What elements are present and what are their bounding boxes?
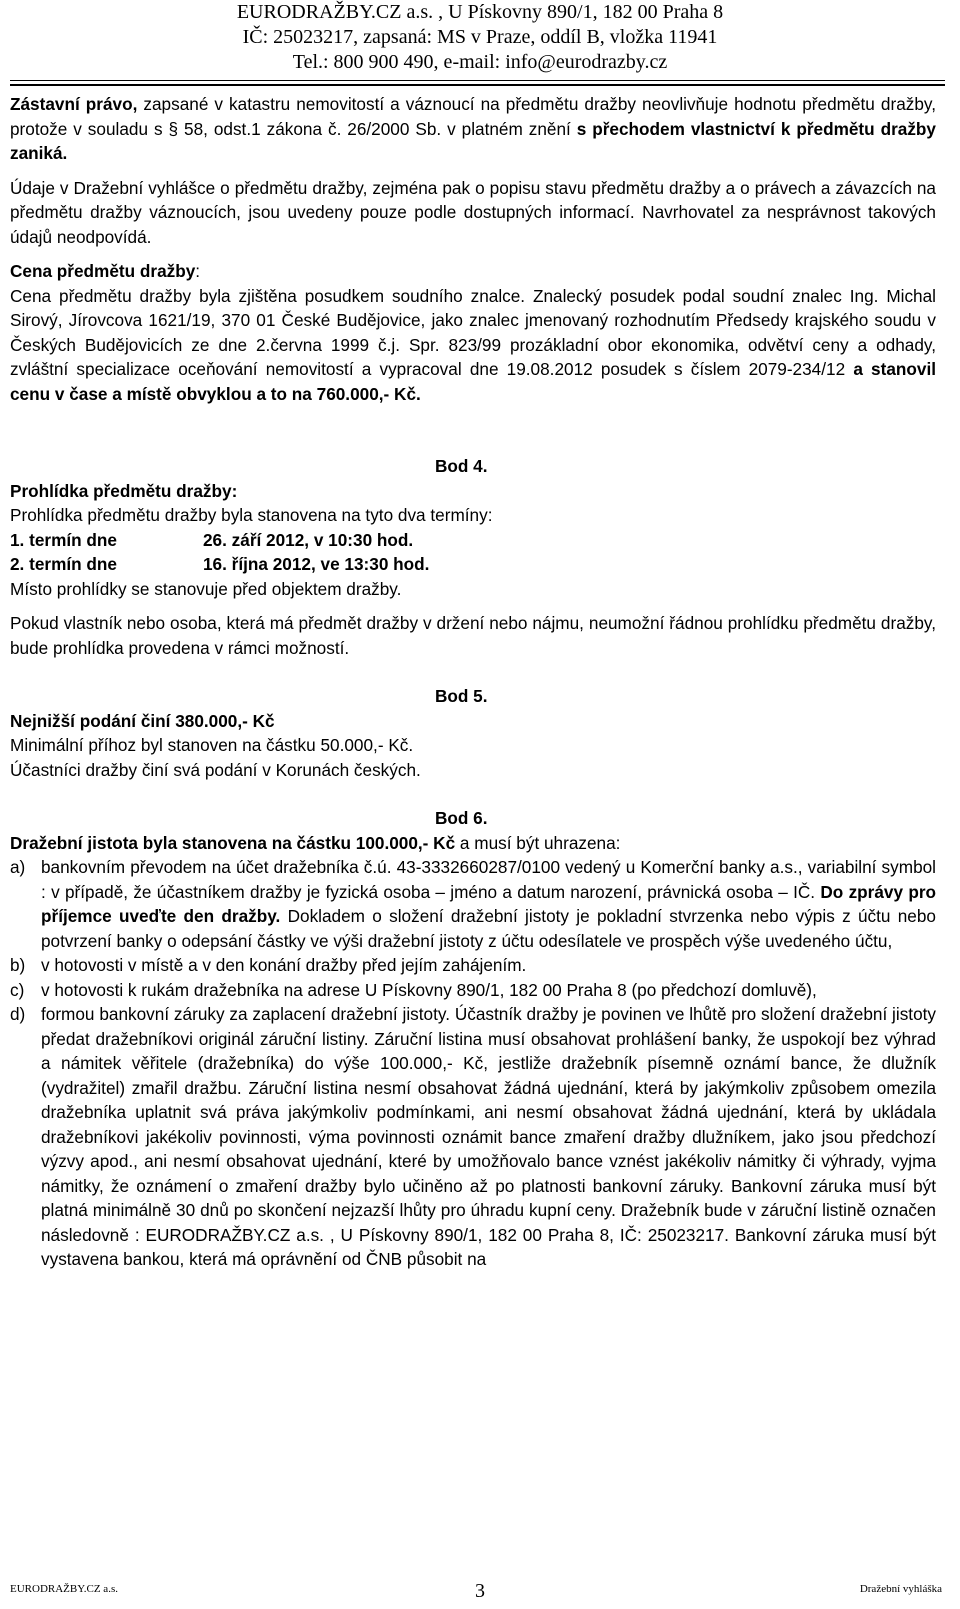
page-footer [0,1575,960,1609]
list-item: c) v hotovosti k rukám dražebníka na adrese U Pískovny 890/1, 182 00 Praha 8 (po předchozí domluvě), [10,978,936,1003]
lowest-bid: Nejnižší podání činí 380.000,- Kč [10,710,275,731]
list-marker: b) [10,955,26,975]
inspection-term-2 [10,552,936,577]
header-divider [10,80,945,81]
deposit-heading: Dražební jistota byla stanovena na částku 100.000,- Kč a musí být uhrazena: [10,832,621,853]
section-title-bod6: Bod 6. [435,808,488,828]
document-body [10,92,936,1272]
lien-label: Zástavní právo, [10,94,138,114]
payment-methods [10,855,936,1272]
lien-text: zapsané v katastru nemovitostí a váznoucí na předmětu dražby neovlivňuje hodnotu předmětu dražby, protože v souladu s § 58, odst.1 zákona č. 26/2000 Sb. v platném znění [10,94,936,139]
min-increment: Minimální příhoz byl stanoven na částku 50.000,- Kč. [10,735,414,755]
list-item: d) formou bankovní záruky za zaplacení dražební jistoty. Účastník dražby je povinen ve lhůtě pro složení dražební jistoty předat dražebníkovi originál záruční listiny. Záruční listina musí obsahovat prohlášení banky, že uspokojí bez výhrad a námitek věřitele (dražebníka) do výše 100.000,- Kč, jestliže dražebník písemně oznámí bance, že dlužník (vydražitel) zmařil dražbu. Záruční listina nesmí obsahovat žádná ujednání, která by jakýmkoliv způsobem omezila dražebníka uplatnit svá práva jakýmkoliv podmínkami, ani nesmí obsahovat žádná ujednání, která by ukládala dražebníkovi jakékoliv povinnosti, výma povinnosti oznámit bance zmaření dražby dlužníkem, jako jsou předchozí výzvy apod., ani nesmí obsahovat ujednání, které by umožňovalo bance vznést jakékoliv námitky či výhrady, vyjma námitky, že oznámení o zmaření dražby bylo učiněno až po platnosti bankovní záruky. Bankovní záruka musí být platná minimálně 30 dnů po skončení nejzazší lhůty pro úhradu kupní ceny. Dražebník bude v záruční listině označen následovně : EURODRAŽBY.CZ a.s. , U Pískovny 890/1, 182 00 Praha 8, IČ: 25023217. Bankovní záruka musí být vystavena bankou, která má oprávnění od ČNB působit na [10,1004,936,1269]
price-heading: Cena předmětu dražby: [10,261,201,281]
price-text: Cena předmětu dražby byla zjištěna posudkem soudního znalce. Znalecký posudek podal soudní znalec Ing. Michal Sirový, Jírovcova 1621/19, 370 01 České Budějovice, jako znalec jmenovaný rozhodnutím Předsedy krajského soudu v Českých Budějovicích ze dne 2.června 1999 č.j. Spr. 823/99 prozákladní obor ekonomika, odvětví ceny a odhady, zvláštní specializace oceňování nemovitostí a vypracoval dne 19.08.2012 posudek s číslem 2079-234/12 [10,285,936,379]
disclaimer-paragraph: Údaje v Dražební vyhlášce o předmětu dražby, zejména pak o popisu stavu předmětu dražby a o právech a závazcích na předmětu dražby váznoucích, jsou uvedeny pouze podle dostupných informací. Navrhovatel za nesprávnost takových údajů neodpovídá. [10,177,936,247]
section-title-bod4: Bod 4. [435,456,488,476]
list-marker: c) [10,979,25,1000]
letterhead-company: EURODRAŽBY.CZ a.s. , U Pískovny 890/1, 182 00 Praha 8 [236,1,724,23]
inspection-note: Pokud vlastník nebo osoba, která má předmět dražby v držení nebo nájmu, neumožní řádnou prohlídku předmětu dražby, bude prohlídka provedena v rámci možností. [10,613,936,658]
footer-company: EURODRAŽBY.CZ a.s. [10,1583,118,1595]
list-item: a) bankovním převodem na účet dražebníka č.ú. 43-3332660287/0100 vedený u Komerční banky a.s., variabilní symbol : v případě, že účastníkem dražby je fyzická osoba – jméno a datum narození, právnická osoba – IČ. Do zprávy pro příjemce uveďte den dražby. Dokladem o složení dražební jistoty je pokladní stvrzenka nebo výpis z účtu nebo potvrzení banky o odepsání částky ve výši dražební jistoty z účtu odesílatele ve prospěch výše uvedeného účtu, [10,857,937,951]
term-label: 1. termín dne [10,529,117,550]
bid-currency: Účastníci dražby činí svá podání v Korunách českých. [10,759,421,780]
term-value: 16. října 2012, ve 13:30 hod. [203,554,430,574]
term-value: 26. září 2012, v 10:30 hod. [203,529,414,550]
term-label: 2. termín dne [10,554,117,574]
lien-paragraph [10,92,936,166]
transfer-instruction: Do zprávy pro příjemce uveďte den dražby. [41,881,937,926]
list-item: b) v hotovosti v místě a v den konání dražby před jejím zahájením. [10,953,936,978]
price-paragraph [10,284,936,407]
inspection-heading: Prohlídka předmětu dražby: [10,480,238,501]
letterhead-registration: IČ: 25023217, zapsaná: MS v Praze, oddíl B, vložka 11941 [242,26,718,48]
footer-document-title: Dražební vyhláška [859,1583,942,1595]
list-marker: a) [10,857,26,877]
header-divider-thick [10,84,945,86]
letterhead-contact: Tel.: 800 900 490, e-mail: info@eurodrazby.cz [292,51,668,73]
lien-conclusion: s přechodem vlastnictví k předmětu dražby zaniká. [10,118,936,163]
section-title-bod5: Bod 5. [435,686,488,706]
inspection-term-1 [10,528,936,553]
list-marker: d) [10,1004,26,1024]
price-value: a stanovil cenu v čase a místě obvyklou a to na 760.000,- Kč. [10,359,936,404]
inspection-place: Místo prohlídky se stanovuje před objektem dražby. [10,578,402,599]
inspection-intro: Prohlídka předmětu dražby byla stanovena na tyto dva termíny: [10,505,493,525]
page-number: 3 [475,1580,485,1602]
letterhead [0,0,960,80]
